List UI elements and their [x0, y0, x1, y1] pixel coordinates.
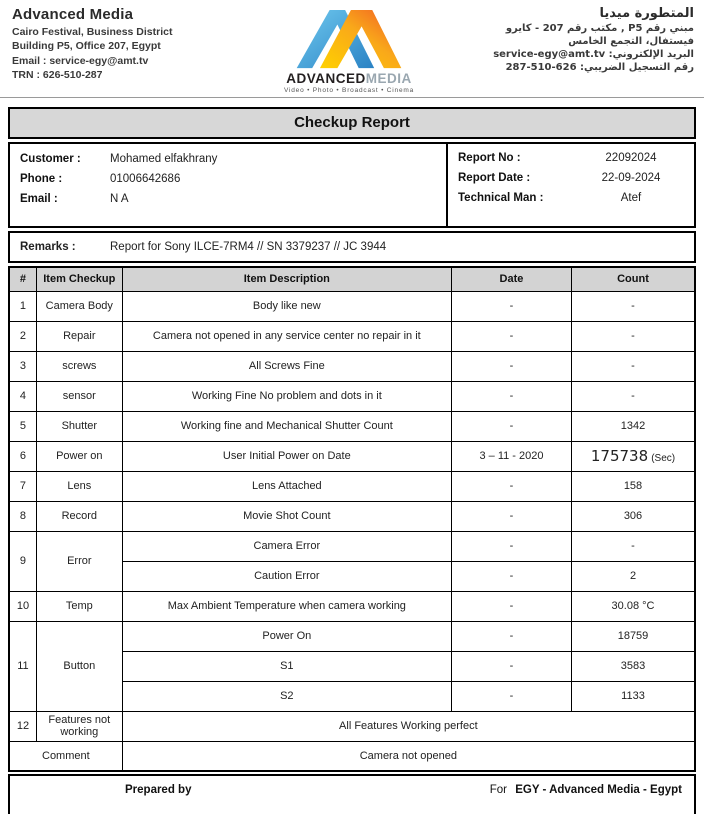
wordmark-advanced: ADVANCED: [286, 71, 366, 86]
for-company: [490, 784, 682, 814]
email-row: [20, 193, 446, 205]
row-count: 306: [572, 501, 696, 531]
company-trn: TRN : 626-510-287: [12, 69, 103, 81]
comment-value: Camera not opened: [122, 741, 695, 771]
report-title: Checkup Report: [8, 107, 696, 139]
company-address-ar: [456, 6, 694, 97]
customer-value: Mohamed elfakhrany: [110, 153, 218, 165]
row-desc: Movie Shot Count: [122, 501, 451, 531]
report-date-label: Report Date :: [458, 172, 531, 184]
row-desc: Max Ambient Temperature when camera working: [122, 591, 451, 621]
remarks-value: Report for Sony ILCE-7RM4 // SN 3379237 // JC 3944: [110, 241, 387, 253]
row-item: sensor: [36, 381, 122, 411]
row-item: Button: [36, 621, 122, 711]
row-date: -: [451, 681, 571, 711]
row-item: screws: [36, 351, 122, 381]
row-item: Temp: [36, 591, 122, 621]
report-no-label: Report No :: [458, 152, 521, 164]
company-logo: [264, 6, 434, 97]
company-email: Email : service-egy@amt.tv: [12, 54, 149, 67]
logo-mark-icon: [289, 8, 409, 70]
power-on-seconds: 175738: [590, 447, 649, 465]
row-count: -: [572, 381, 696, 411]
row-num: 1: [9, 291, 36, 321]
col-header-num: #: [9, 267, 36, 291]
row-item: Shutter: [36, 411, 122, 441]
report-document: [8, 107, 696, 772]
row-desc: All Features Working perfect: [122, 711, 695, 741]
logo-tagline: Video • Photo • Broadcast • Cinema: [283, 87, 415, 94]
row-item: Error: [36, 531, 122, 591]
row-count: -: [572, 351, 696, 381]
info-section: [8, 142, 696, 228]
row-desc: User Initial Power on Date: [122, 441, 451, 471]
row-desc: Power On: [122, 621, 451, 651]
phone-label: Phone :: [20, 173, 63, 185]
table-row: [9, 501, 695, 531]
customer-row: [20, 153, 446, 165]
company-name-ar: المتطورة ميديا: [599, 6, 694, 21]
row-count: 1133: [572, 681, 696, 711]
row-num: 4: [9, 381, 36, 411]
technical-man-label: Technical Man :: [458, 192, 544, 204]
row-date: -: [451, 321, 571, 351]
row-num: 2: [9, 321, 36, 351]
row-item: Power on: [36, 441, 122, 471]
company-email-ar: البريد الإلكتروني: service-egy@amt.tv: [493, 49, 694, 60]
technical-man-value: Atef: [620, 192, 642, 204]
row-count: 18759: [572, 621, 696, 651]
table-row: [9, 471, 695, 501]
row-date: -: [451, 291, 571, 321]
company-trn-ar: رقم التسجيل الضريبي: 626-510-287: [505, 62, 694, 73]
row-num: 8: [9, 501, 36, 531]
table-row: [9, 321, 695, 351]
letterhead: [0, 0, 704, 97]
row-item: Camera Body: [36, 291, 122, 321]
wordmark-media: MEDIA: [365, 71, 412, 86]
table-row: [9, 711, 695, 741]
row-item: Repair: [36, 321, 122, 351]
row-count: 3583: [572, 651, 696, 681]
row-date: -: [451, 621, 571, 651]
logo-wordmark: [264, 71, 434, 86]
row-desc: Body like new: [122, 291, 451, 321]
row-desc: S2: [122, 681, 451, 711]
row-desc: S1: [122, 651, 451, 681]
row-item: Features not working: [36, 711, 122, 741]
row-date: -: [451, 501, 571, 531]
report-info: [446, 144, 694, 226]
report-no-row: [458, 152, 686, 164]
row-desc: Caution Error: [122, 561, 451, 591]
row-date: -: [451, 381, 571, 411]
row-item: Lens: [36, 471, 122, 501]
col-header-item: Item Checkup: [36, 267, 122, 291]
report-date-value: 22-09-2024: [601, 172, 661, 184]
table-row: [9, 291, 695, 321]
table-row: [9, 591, 695, 621]
row-num: 5: [9, 411, 36, 441]
report-no-value: 22092024: [605, 152, 657, 164]
row-date: -: [451, 561, 571, 591]
row-num: 3: [9, 351, 36, 381]
table-row: [9, 411, 695, 441]
row-date: -: [451, 651, 571, 681]
row-date: 3 – 11 - 2020: [451, 441, 571, 471]
prepared-by-label: Prepared by: [125, 784, 192, 796]
for-label: For: [489, 784, 507, 796]
table-row: [9, 351, 695, 381]
row-num: 7: [9, 471, 36, 501]
col-header-count: Count: [572, 267, 696, 291]
for-value: EGY - Advanced Media - Egypt: [515, 784, 682, 796]
technical-man-row: [458, 192, 686, 204]
remarks-label: Remarks :: [20, 241, 76, 253]
table-row: [9, 621, 695, 651]
header-divider: [0, 97, 704, 98]
row-count: [572, 441, 696, 471]
row-count: 30.08 °C: [572, 591, 696, 621]
company-name-en: Advanced Media: [12, 6, 134, 23]
phone-row: [20, 173, 446, 185]
address-line: Cairo Festival, Business District: [12, 25, 173, 38]
row-desc: Camera not opened in any service center no repair in it: [122, 321, 451, 351]
phone-value: 01006642686: [110, 173, 181, 185]
row-num: 10: [9, 591, 36, 621]
row-num: 11: [9, 621, 36, 711]
row-count: -: [572, 531, 696, 561]
row-num: 12: [9, 711, 36, 741]
row-count: 158: [572, 471, 696, 501]
row-count: 2: [572, 561, 696, 591]
row-date: -: [451, 591, 571, 621]
table-header-row: [9, 267, 695, 291]
signature-footer: [8, 774, 696, 814]
seconds-unit: (Sec): [651, 453, 676, 464]
address-line-ar: مبني رقم P5 , مكتب رقم 207 - كايرو: [505, 23, 694, 34]
remarks-section: [8, 231, 696, 263]
row-count: -: [572, 321, 696, 351]
customer-info: [10, 144, 446, 226]
row-desc: Working fine and Mechanical Shutter Count: [122, 411, 451, 441]
table-row: [9, 531, 695, 561]
email-label: Email :: [20, 193, 58, 205]
row-desc: Lens Attached: [122, 471, 451, 501]
email-value: N A: [110, 193, 129, 205]
row-num: 6: [9, 441, 36, 471]
address-line: Building P5, Office 207, Egypt: [12, 40, 161, 52]
row-desc: Working Fine No problem and dots in it: [122, 381, 451, 411]
col-header-description: Item Description: [122, 267, 451, 291]
col-header-date: Date: [451, 267, 571, 291]
row-date: -: [451, 471, 571, 501]
comment-label: Comment: [9, 741, 122, 771]
report-date-row: [458, 172, 686, 184]
row-desc: All Screws Fine: [122, 351, 451, 381]
row-desc: Camera Error: [122, 531, 451, 561]
table-row: [9, 381, 695, 411]
company-address-en: [12, 6, 242, 97]
table-row: [9, 441, 695, 471]
row-item: Record: [36, 501, 122, 531]
comment-row: [9, 741, 695, 771]
row-count: -: [572, 291, 696, 321]
row-date: -: [451, 531, 571, 561]
checkup-table: [8, 266, 696, 772]
customer-label: Customer :: [20, 153, 81, 165]
address-line-ar: فيستفال، التجمع الخامس: [568, 36, 694, 47]
row-num: 9: [9, 531, 36, 591]
row-date: -: [451, 351, 571, 381]
row-count: 1342: [572, 411, 696, 441]
row-date: -: [451, 411, 571, 441]
